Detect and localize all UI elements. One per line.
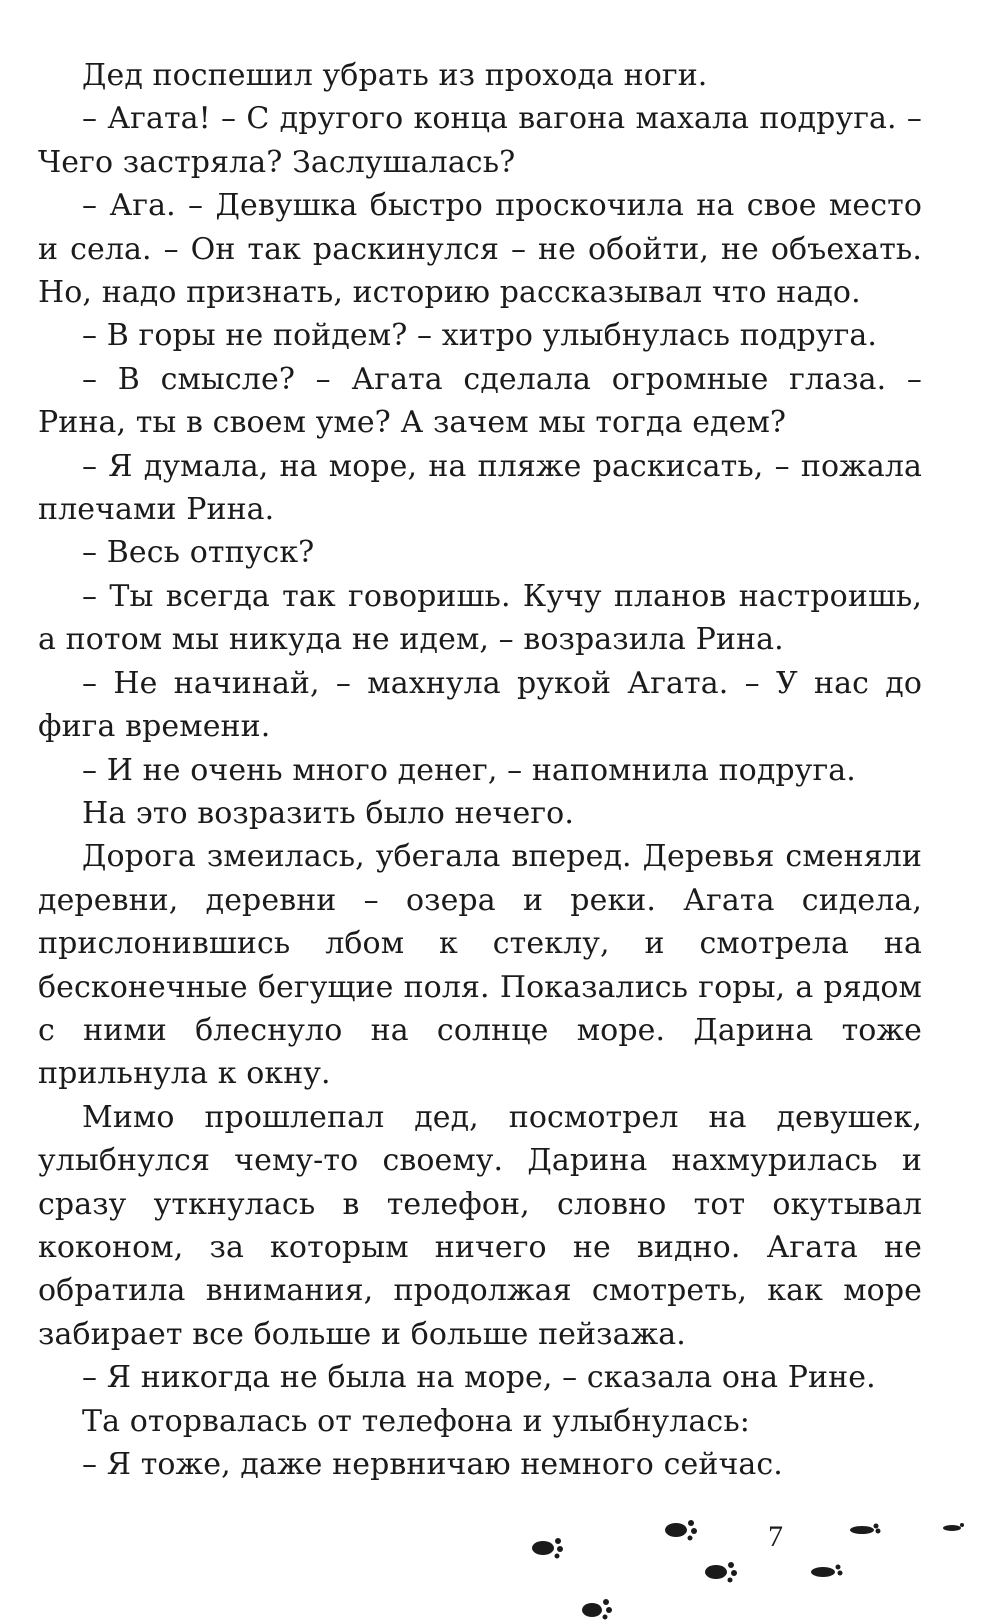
paragraph: – Ты всегда так говоришь. Кучу планов настроишь, а потом мы никуда не идем, – возразила Рина. xyxy=(38,578,922,658)
paragraph: Дед поспешил убрать из прохода ноги. xyxy=(82,58,708,93)
paragraph: – Агата! – С другого конца вагона махала подруга. – Чего застряла? Заслушалась? xyxy=(38,101,922,180)
paragraph: Дорога змеилась, убегала вперед. Деревья сменяли деревни, деревни – озера и реки. Агата сидела, прислонившись лбом к стеклу, и смотрела на бесконечные бегущие поля. Показались горы, а рядом с ними блеснуло на солнце море. Дарина тоже прильнула к окну. xyxy=(38,839,922,1092)
paragraph: – Весь отпуск? xyxy=(82,535,315,571)
paragraph: Мимо прошлепал дед, посмотрел на девушек, улыбнулся чему-то своему. Дарина нахмурилась и сразу уткнулась в телефон, словно тот окутывал коконом, за которым ничего не видно. Агата не обратила внимания, продолжая смотреть, как море забирает все больше и больше пейзажа. xyxy=(38,1099,922,1352)
paragraph: – В горы не пойдем? – хитро улыбнулась подруга. xyxy=(82,318,878,354)
paw-print-icon xyxy=(532,1538,563,1559)
paragraph: – Я никогда не была на море, – сказала она Рине. xyxy=(82,1360,876,1396)
book-page-text xyxy=(38,54,922,1486)
paw-print-icon xyxy=(582,1599,612,1620)
paragraph: – В смысле? – Агата сделала огромные глаза. – Рина, ты в своем уме? А зачем мы тогда едем? xyxy=(38,361,922,441)
paragraph: – Я думала, на море, на пляже раскисать, – пожала плечами Рина. xyxy=(38,448,922,528)
paragraph: На это возразить было нечего. xyxy=(82,795,574,831)
paragraph: – И не очень много денег, – напомнила подруга. xyxy=(82,752,856,788)
paw-print-icon xyxy=(811,1565,843,1578)
paw-print-icon xyxy=(850,1524,881,1535)
paragraph: – Я тоже, даже нервничаю немного сейчас. xyxy=(82,1447,783,1482)
page-number: 7 xyxy=(768,1520,783,1553)
paragraph: Та оторвалась от телефона и улыбнулась: xyxy=(82,1403,750,1439)
paragraph: – Ага. – Девушка быстро проскочила на свое место и села. – Он так раскинулся – не обойти, не объехать. Но, надо признать, историю рассказывал что надо. xyxy=(38,188,922,311)
paw-print-icon xyxy=(665,1520,697,1541)
paw-print-icon xyxy=(705,1562,737,1583)
paragraph: – Не начинай, – махнула рукой Агата. – У нас до фига времени. xyxy=(38,665,922,745)
paw-print-icon xyxy=(943,1523,964,1531)
